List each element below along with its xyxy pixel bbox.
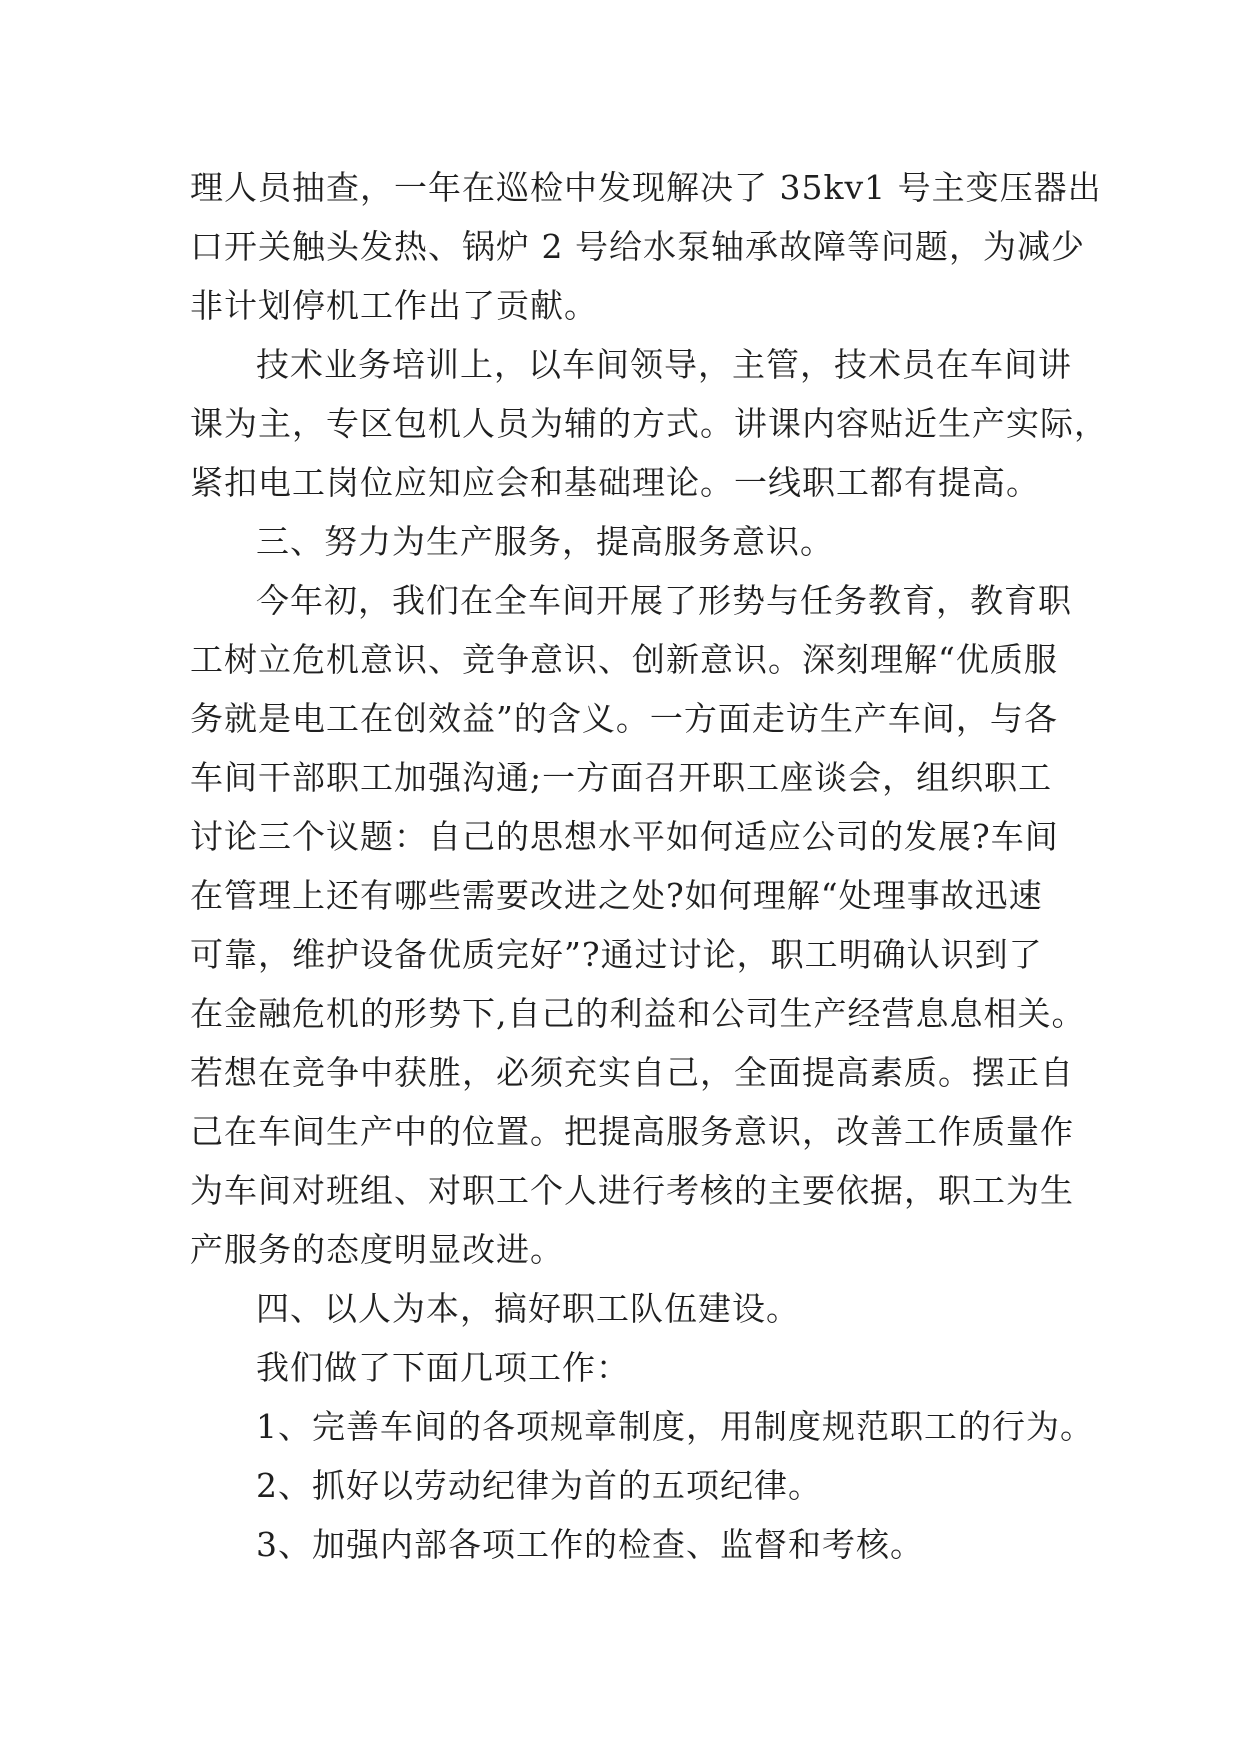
text-line: 己在车间生产中的位置。把提高服务意识，改善工作质量作 [190,1112,1074,1151]
text-line: 口开关触头发热、锅炉 2 号给水泵轴承故障等问题，为减少 [190,227,1085,266]
section-heading: 三、努力为生产服务，提高服务意识。 [256,522,834,561]
text-line: 为车间对班组、对职工个人进行考核的主要依据，职工为生 [190,1171,1074,1210]
text-line: 紧扣电工岗位应知应会和基础理论。一线职工都有提高。 [190,463,1040,502]
list-item: 3、加强内部各项工作的检查、监督和考核。 [256,1525,924,1564]
section-heading: 四、以人为本，搞好职工队伍建设。 [256,1289,800,1328]
text-line: 技术业务培训上，以车间领导，主管，技术员在车间讲 [256,345,1072,384]
text-line: 今年初，我们在全车间开展了形势与任务教育，教育职 [256,581,1072,620]
text-line: 若想在竞争中获胜，必须充实自己，全面提高素质。摆正自 [190,1053,1074,1092]
list-item: 2、抓好以劳动纪律为首的五项纪律。 [256,1466,822,1505]
text-line: 可靠，维护设备优质完好”?通过讨论，职工明确认识到了 [190,935,1043,974]
text-line: 我们做了下面几项工作： [256,1348,630,1387]
text-line: 理人员抽查，一年在巡检中发现解决了 35kv1 号主变压器出 [190,168,1102,207]
text-line: 讨论三个议题：自己的思想水平如何适应公司的发展?车间 [190,817,1059,856]
text-line: 车间干部职工加强沟通;一方面召开职工座谈会，组织职工 [190,758,1053,797]
text-line: 务就是电工在创效益”的含义。一方面走访生产车间，与各 [190,699,1058,738]
text-line: 非计划停机工作出了贡献。 [190,286,598,325]
document-body [190,158,1108,1574]
list-item: 1、完善车间的各项规章制度，用制度规范职工的行为。 [256,1407,1094,1446]
text-line: 在管理上还有哪些需要改进之处?如何理解“处理事故迅速 [190,876,1043,915]
text-line: 工树立危机意识、竞争意识、创新意识。深刻理解“优质服 [190,640,1058,679]
text-line: 课为主，专区包机人员为辅的方式。讲课内容贴近生产实际， [190,404,1108,443]
text-line: 在金融危机的形势下,自己的利益和公司生产经营息息相关。 [190,994,1086,1033]
text-line: 产服务的态度明显改进。 [190,1230,564,1269]
